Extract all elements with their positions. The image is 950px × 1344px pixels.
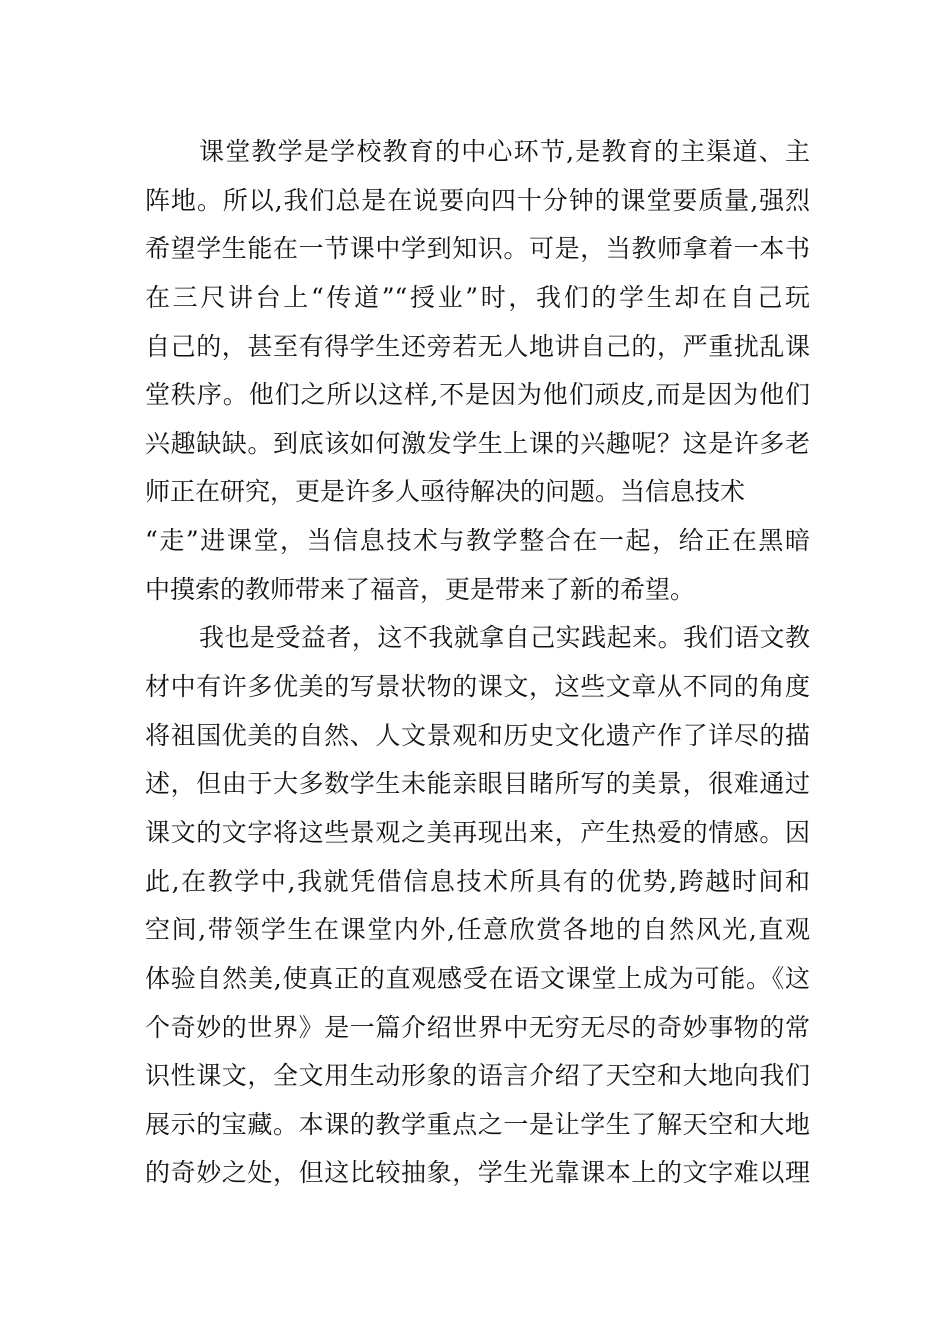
text-line: 体验自然美,使真正的直观感受在语文课堂上成为可能。《这 xyxy=(145,963,810,993)
text-line: 述，但由于大多数学生未能亲眼目睹所写的美景，很难通过 xyxy=(145,769,810,799)
text-line: “走”进课堂，当信息技术与教学整合在一起，给正在黑暗 xyxy=(145,526,810,556)
text-line: 我也是受益者，这不我就拿自己实践起来。我们语文教 xyxy=(199,623,810,653)
text-line: 识性课文，全文用生动形象的语言介绍了天空和大地向我们 xyxy=(145,1061,810,1091)
text-line: 中摸索的教师带来了福音，更是带来了新的希望。 xyxy=(145,574,696,604)
text-line: 材中有许多优美的写景状物的课文，这些文章从不同的角度 xyxy=(145,672,810,702)
paragraph-2 xyxy=(145,614,810,1198)
text-line: 展示的宝藏。本课的教学重点之一是让学生了解天空和大地 xyxy=(145,1109,810,1139)
paragraph-1 xyxy=(145,128,810,614)
text-line: 自己的，甚至有得学生还旁若无人地讲自己的，严重扰乱课 xyxy=(145,331,810,361)
text-line: 空间,带领学生在课堂内外,任意欣赏各地的自然风光,直观 xyxy=(145,915,810,945)
text-line: 将祖国优美的自然、人文景观和历史文化遗产作了详尽的描 xyxy=(145,720,810,750)
text-line: 希望学生能在一节课中学到知识。可是，当教师拿着一本书 xyxy=(145,234,810,264)
text-line: 课文的文字将这些景观之美再现出来，产生热爱的情感。因 xyxy=(145,817,810,847)
text-line: 阵地。所以,我们总是在说要向四十分钟的课堂要质量,强烈 xyxy=(145,185,810,215)
text-line: 课堂教学是学校教育的中心环节,是教育的主渠道、主 xyxy=(199,137,810,166)
text-line: 的奇妙之处，但这比较抽象，学生光靠课本上的文字难以理 xyxy=(145,1158,810,1188)
text-line: 在三尺讲台上“传道”“授业”时，我们的学生却在自己玩 xyxy=(145,282,810,312)
text-line: 师正在研究，更是许多人亟待解决的问题。当信息技术 xyxy=(145,477,746,507)
text-line: 此,在教学中,我就凭借信息技术所具有的优势,跨越时间和 xyxy=(145,866,810,896)
text-line: 兴趣缺缺。到底该如何激发学生上课的兴趣呢？这是许多老 xyxy=(145,428,810,458)
text-line: 堂秩序。他们之所以这样,不是因为他们顽皮,而是因为他们 xyxy=(145,380,810,410)
body-text xyxy=(145,128,810,1198)
text-line: 个奇妙的世界》是一篇介绍世界中无穷无尽的奇妙事物的常 xyxy=(145,1012,810,1042)
